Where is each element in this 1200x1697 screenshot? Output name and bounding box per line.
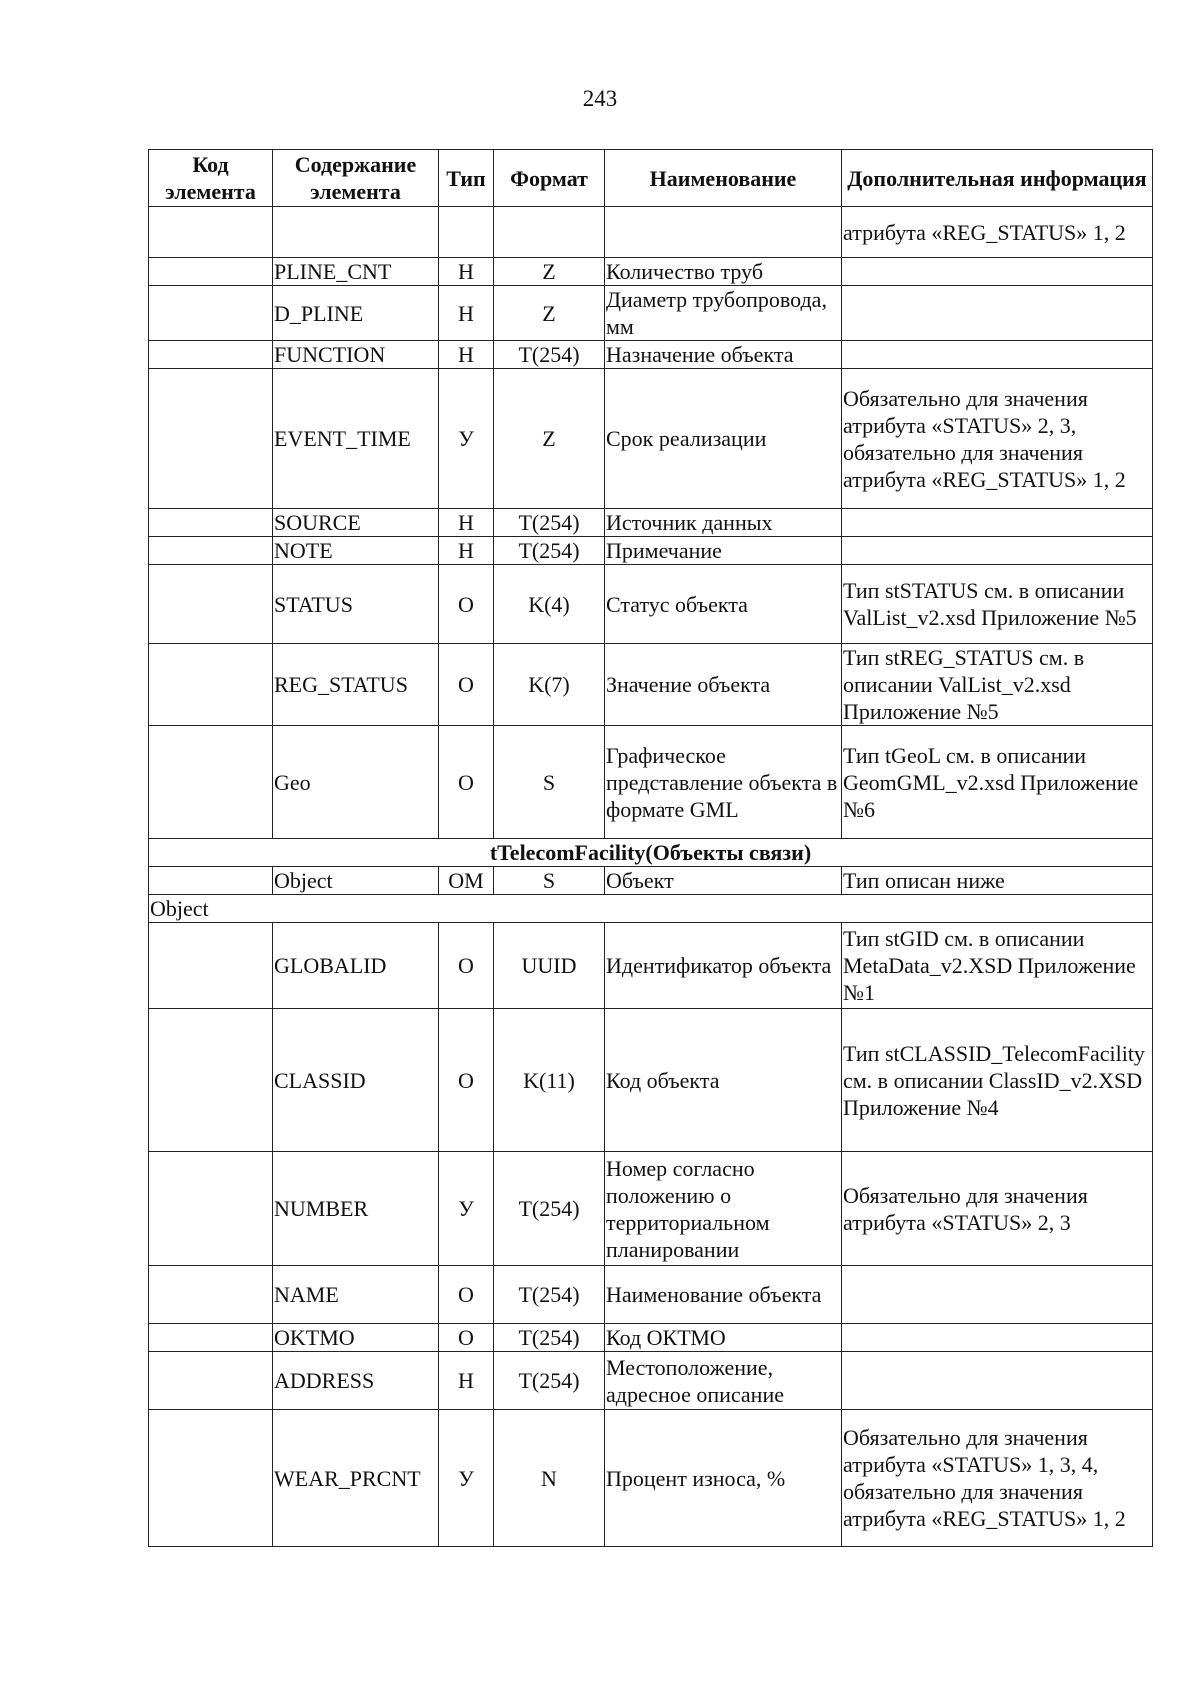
header-type: Тип [439, 150, 494, 207]
format-cell [494, 207, 605, 258]
group2-body [149, 867, 1153, 895]
attributes-table [148, 149, 1153, 1547]
table-row [149, 369, 1153, 509]
element-cell: NAME [273, 1266, 439, 1324]
format-cell: T(254) [494, 1152, 605, 1266]
table-row [149, 1266, 1153, 1324]
table-row [149, 1152, 1153, 1266]
group1-body [149, 207, 1153, 839]
code-cell [149, 1009, 273, 1152]
subgroup-title: Object [149, 895, 1153, 923]
code-cell [149, 923, 273, 1009]
name-cell [605, 207, 842, 258]
table-row [149, 537, 1153, 565]
format-cell: Z [494, 286, 605, 341]
element-cell: EVENT_TIME [273, 369, 439, 509]
type-cell: У [439, 1152, 494, 1266]
name-cell: Количество труб [605, 258, 842, 286]
name-cell: Срок реализации [605, 369, 842, 509]
type-cell [439, 207, 494, 258]
section-body [149, 839, 1153, 867]
info-cell [842, 258, 1153, 286]
format-cell: S [494, 726, 605, 839]
type-cell: Н [439, 537, 494, 565]
name-cell: Местоположение, адресное описание [605, 1352, 842, 1410]
header-content: Содержание элемента [273, 150, 439, 207]
code-cell [149, 726, 273, 839]
code-cell [149, 644, 273, 726]
info-cell: Тип stGID см. в описании MetaData_v2.XSD Приложение №1 [842, 923, 1153, 1009]
type-cell: Н [439, 341, 494, 369]
table-row [149, 509, 1153, 537]
code-cell [149, 867, 273, 895]
info-cell [842, 1266, 1153, 1324]
section-title: tTelecomFacility(Объекты связи) [149, 839, 1153, 867]
code-cell [149, 1410, 273, 1547]
header-info: Дополнительная информация [842, 150, 1153, 207]
name-cell: Объект [605, 867, 842, 895]
name-cell: Номер согласно положению о территориальном планировании [605, 1152, 842, 1266]
name-cell: Примечание [605, 537, 842, 565]
code-cell [149, 1266, 273, 1324]
format-cell: UUID [494, 923, 605, 1009]
code-cell [149, 207, 273, 258]
element-cell: Geo [273, 726, 439, 839]
format-cell: T(254) [494, 1324, 605, 1352]
info-cell [842, 1352, 1153, 1410]
element-cell: D_PLINE [273, 286, 439, 341]
code-cell [149, 565, 273, 644]
table-row [149, 867, 1153, 895]
element-cell: STATUS [273, 565, 439, 644]
format-cell: T(254) [494, 509, 605, 537]
name-cell: Наименование объекта [605, 1266, 842, 1324]
table-row [149, 565, 1153, 644]
format-cell: N [494, 1410, 605, 1547]
info-cell: Обязательно для значения атрибута «STATUS» 2, 3, обязательно для значения атрибута «REG_STATUS» 1, 2 [842, 369, 1153, 509]
element-cell: PLINE_CNT [273, 258, 439, 286]
type-cell: О [439, 644, 494, 726]
name-cell: Код ОКТМО [605, 1324, 842, 1352]
subgroup-body [149, 895, 1153, 923]
element-cell: Object [273, 867, 439, 895]
name-cell: Источник данных [605, 509, 842, 537]
element-cell: OKTMO [273, 1324, 439, 1352]
table-row [149, 1410, 1153, 1547]
type-cell: Н [439, 1352, 494, 1410]
format-cell: T(254) [494, 537, 605, 565]
info-cell [842, 537, 1153, 565]
code-cell [149, 286, 273, 341]
element-cell: REG_STATUS [273, 644, 439, 726]
name-cell: Диаметр трубопровода, мм [605, 286, 842, 341]
element-cell: SOURCE [273, 509, 439, 537]
info-cell [842, 1324, 1153, 1352]
type-cell: О [439, 565, 494, 644]
code-cell [149, 341, 273, 369]
info-cell: Обязательно для значения атрибута «STATUS» 1, 3, 4, обязательно для значения атрибута «REG_STATUS» 1, 2 [842, 1410, 1153, 1547]
subgroup-row [149, 895, 1153, 923]
element-cell [273, 207, 439, 258]
format-cell: K(11) [494, 1009, 605, 1152]
table-row [149, 258, 1153, 286]
name-cell: Процент износа, % [605, 1410, 842, 1547]
format-cell: K(4) [494, 565, 605, 644]
table-row [149, 286, 1153, 341]
table-row [149, 1009, 1153, 1152]
page-number: 243 [582, 86, 618, 111]
table-row [149, 923, 1153, 1009]
code-cell [149, 509, 273, 537]
type-cell: О [439, 923, 494, 1009]
element-cell: ADDRESS [273, 1352, 439, 1410]
name-cell: Назначение объекта [605, 341, 842, 369]
section-row [149, 839, 1153, 867]
format-cell: K(7) [494, 644, 605, 726]
type-cell: О [439, 1324, 494, 1352]
code-cell [149, 1152, 273, 1266]
type-cell: Н [439, 258, 494, 286]
info-cell [842, 286, 1153, 341]
type-cell: У [439, 1410, 494, 1547]
name-cell: Идентификатор объекта [605, 923, 842, 1009]
table-row [149, 1324, 1153, 1352]
element-cell: FUNCTION [273, 341, 439, 369]
header-row [149, 150, 1153, 207]
element-cell: GLOBALID [273, 923, 439, 1009]
name-cell: Статус объекта [605, 565, 842, 644]
format-cell: T(254) [494, 341, 605, 369]
element-cell: NOTE [273, 537, 439, 565]
format-cell: S [494, 867, 605, 895]
table-row [149, 341, 1153, 369]
name-cell: Графическое представление объекта в формате GML [605, 726, 842, 839]
code-cell [149, 369, 273, 509]
type-cell: Н [439, 286, 494, 341]
name-cell: Код объекта [605, 1009, 842, 1152]
code-cell [149, 1352, 273, 1410]
type-cell: У [439, 369, 494, 509]
header-name: Наименование [605, 150, 842, 207]
info-cell [842, 341, 1153, 369]
info-cell: Тип tGeoL см. в описании GeomGML_v2.xsd Приложение №6 [842, 726, 1153, 839]
info-cell: атрибута «REG_STATUS» 1, 2 [842, 207, 1153, 258]
group3-body [149, 923, 1153, 1547]
format-cell: T(254) [494, 1352, 605, 1410]
info-cell: Тип stCLASSID_TelecomFacility см. в описании ClassID_v2.XSD Приложение №4 [842, 1009, 1153, 1152]
format-cell: Z [494, 369, 605, 509]
type-cell: О [439, 1009, 494, 1152]
type-cell: ОМ [439, 867, 494, 895]
table-row [149, 1352, 1153, 1410]
type-cell: Н [439, 509, 494, 537]
format-cell: T(254) [494, 1266, 605, 1324]
code-cell [149, 1324, 273, 1352]
info-cell: Обязательно для значения атрибута «STATUS» 2, 3 [842, 1152, 1153, 1266]
element-cell: WEAR_PRCNT [273, 1410, 439, 1547]
info-cell: Тип stSTATUS см. в описании ValList_v2.xsd Приложение №5 [842, 565, 1153, 644]
format-cell: Z [494, 258, 605, 286]
element-cell: NUMBER [273, 1152, 439, 1266]
header-code: Код элемента [149, 150, 273, 207]
info-cell [842, 509, 1153, 537]
table-row [149, 644, 1153, 726]
info-cell: Тип stREG_STATUS см. в описании ValList_v2.xsd Приложение №5 [842, 644, 1153, 726]
table-row [149, 726, 1153, 839]
header-format: Формат [494, 150, 605, 207]
code-cell [149, 258, 273, 286]
name-cell: Значение объекта [605, 644, 842, 726]
type-cell: О [439, 726, 494, 839]
type-cell: О [439, 1266, 494, 1324]
info-cell: Тип описан ниже [842, 867, 1153, 895]
table-row [149, 207, 1153, 258]
element-cell: CLASSID [273, 1009, 439, 1152]
code-cell [149, 537, 273, 565]
